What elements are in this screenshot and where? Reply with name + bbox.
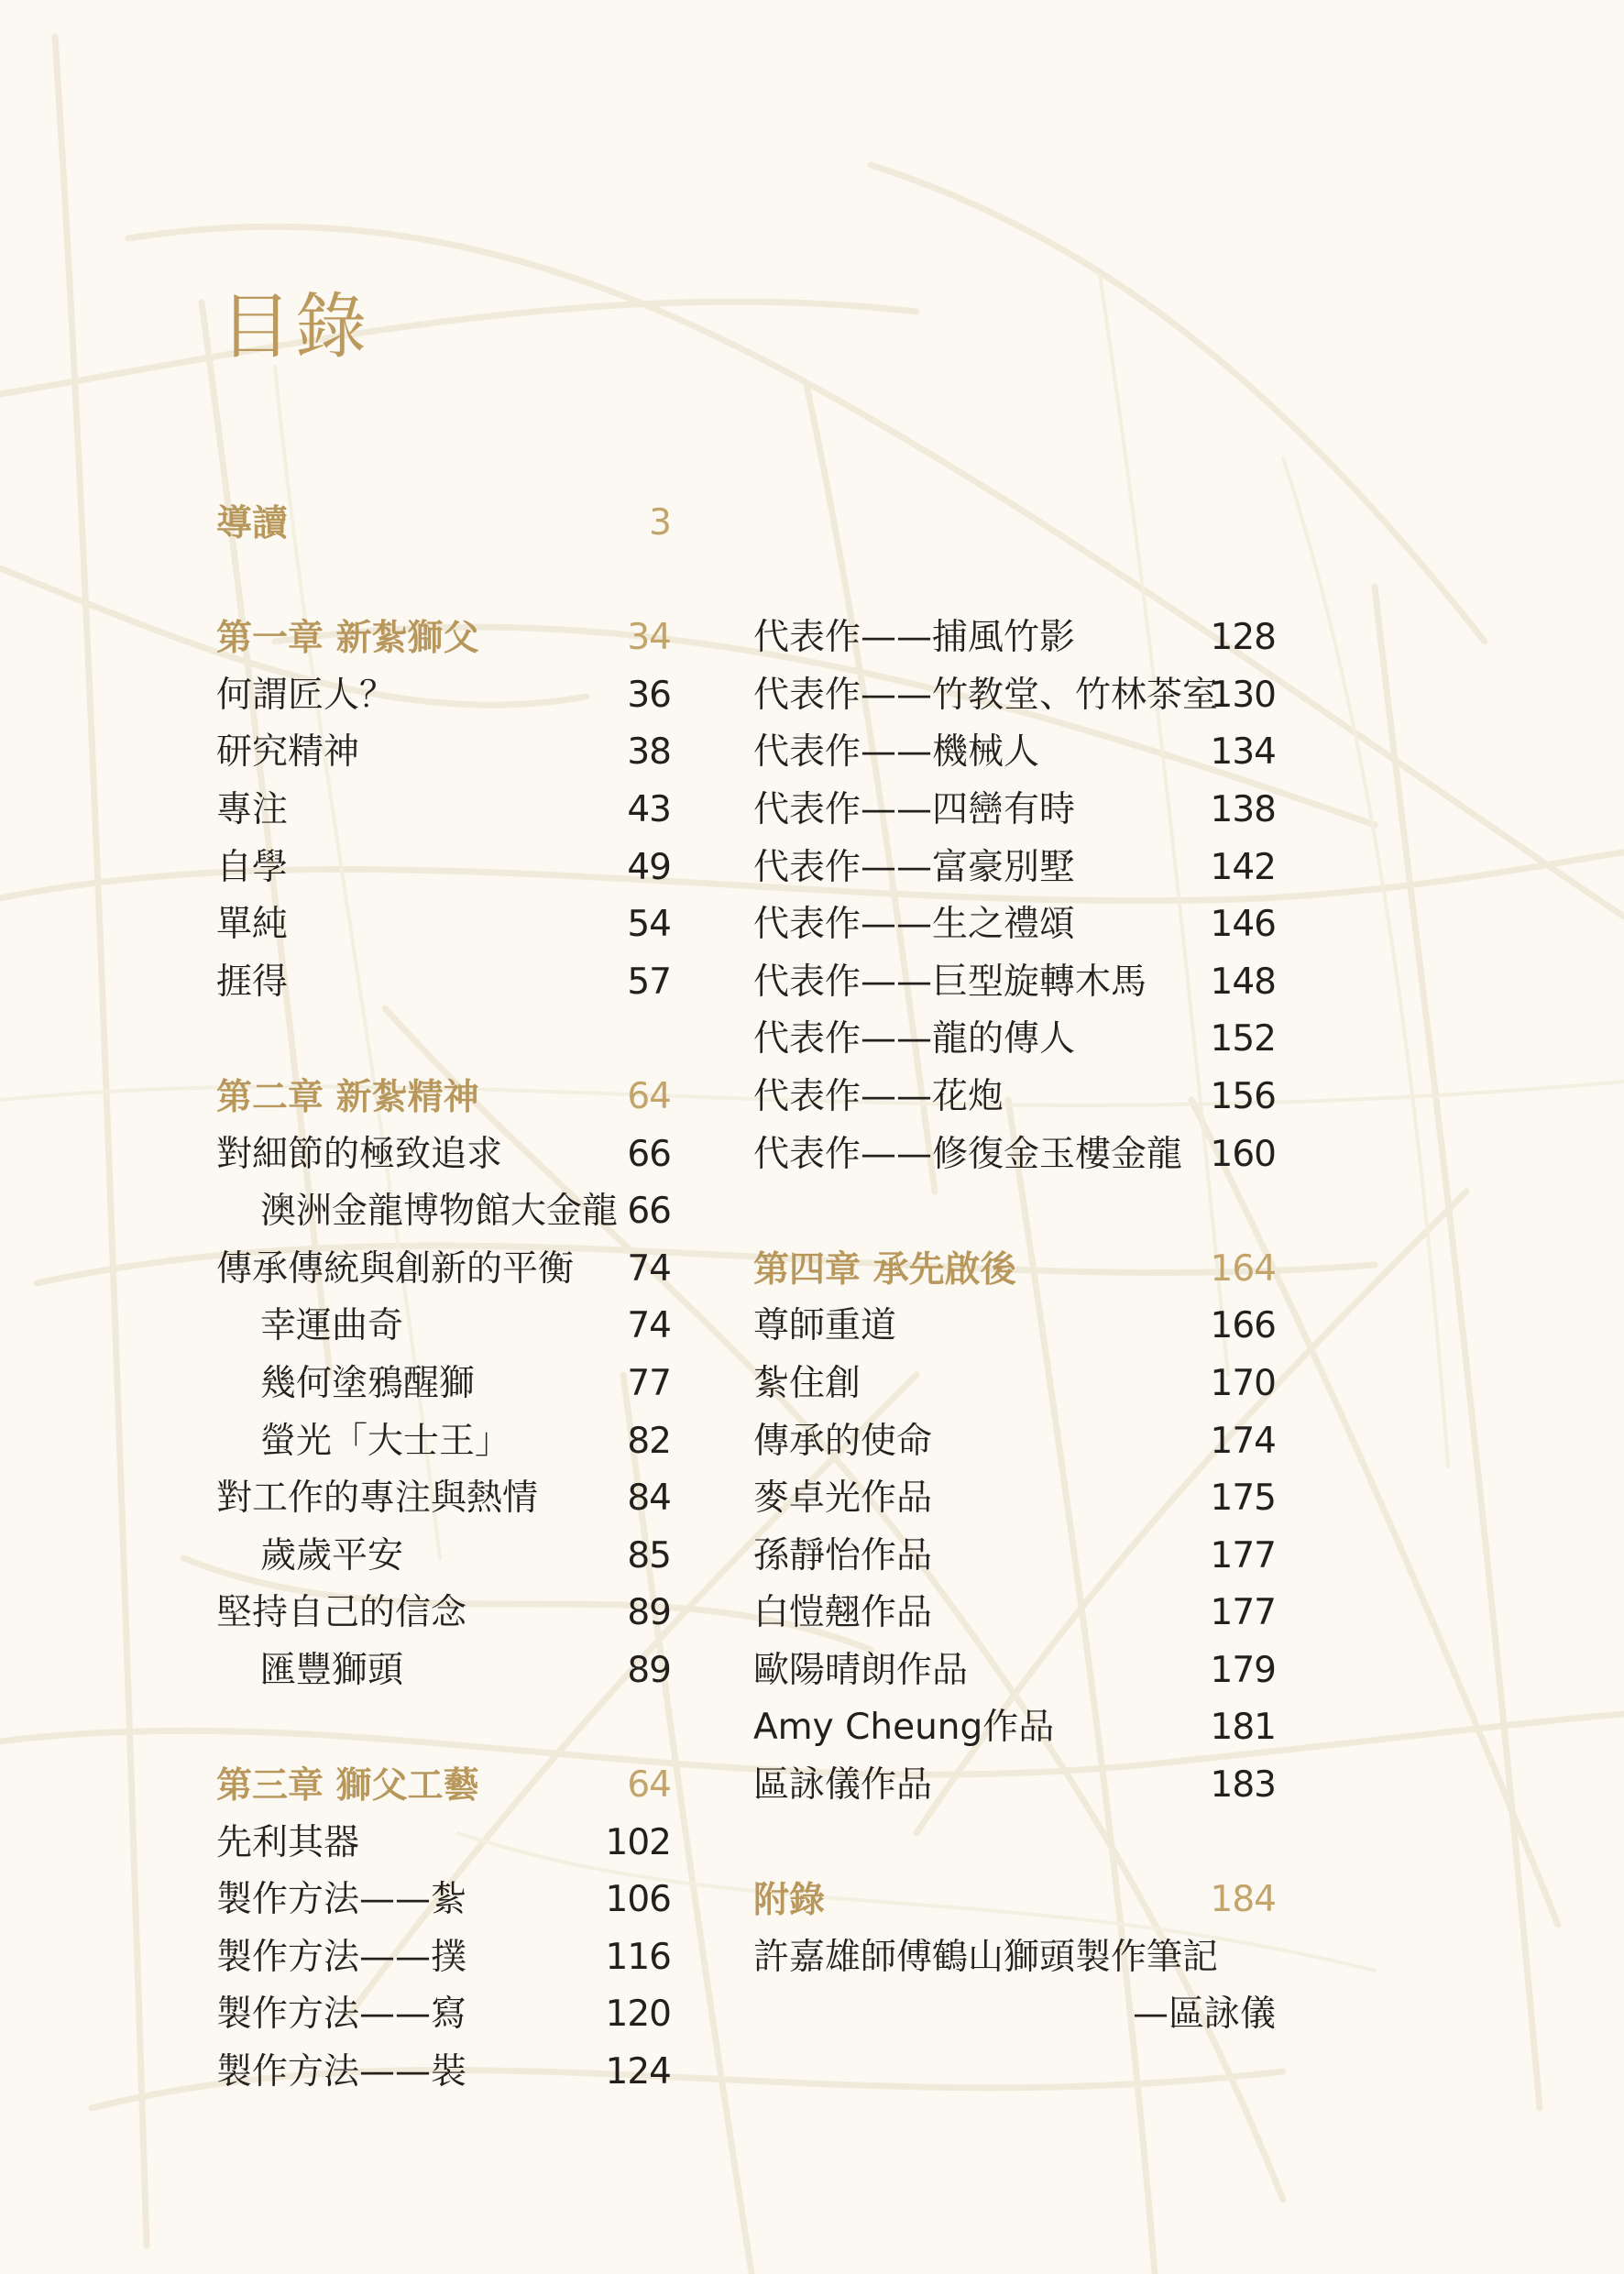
toc-entry-title: 自學 bbox=[216, 846, 289, 888]
toc-page-number: 38 bbox=[627, 731, 671, 774]
toc-entry-title: 許嘉雄師傅鶴山獅頭製作筆記 bbox=[753, 1936, 1219, 1978]
toc-left-column bbox=[216, 495, 671, 2102]
toc-entry-title: 傳承傳統與創新的平衡 bbox=[216, 1247, 575, 1290]
toc-page-number: 57 bbox=[627, 961, 671, 1003]
toc-entry-title: 捱得 bbox=[216, 961, 289, 1003]
toc-entry-title: 代表作——修復金玉樓金龍 bbox=[753, 1133, 1183, 1175]
toc-page-number: 106 bbox=[605, 1879, 671, 1921]
toc-entry-title: 第二章 新紮精神 bbox=[216, 1075, 479, 1118]
toc-entry[interactable] bbox=[753, 1585, 1276, 1642]
toc-page-number: 134 bbox=[1210, 731, 1276, 774]
toc-entry[interactable] bbox=[753, 1929, 1276, 1987]
toc-entry-title: 先利其器 bbox=[216, 1821, 360, 1863]
toc-entry[interactable] bbox=[753, 610, 1276, 667]
toc-entry[interactable] bbox=[216, 954, 671, 1012]
toc-entry[interactable] bbox=[753, 1069, 1276, 1126]
toc-entry[interactable] bbox=[753, 1298, 1276, 1356]
toc-section-heading[interactable] bbox=[216, 495, 671, 553]
toc-entry-title: 代表作——四巒有時 bbox=[753, 788, 1076, 830]
toc-page-number: 146 bbox=[1210, 904, 1276, 946]
toc-page-number: 142 bbox=[1210, 846, 1276, 888]
toc-page-number: 170 bbox=[1210, 1362, 1276, 1404]
toc-entry-title: 導讀 bbox=[216, 502, 289, 544]
toc-entry-title: 第四章 承先啟後 bbox=[753, 1247, 1016, 1291]
toc-entry[interactable] bbox=[216, 1183, 671, 1241]
toc-entry[interactable] bbox=[216, 840, 671, 897]
toc-section-heading[interactable] bbox=[216, 610, 671, 667]
toc-entry-title: 製作方法——紮 bbox=[216, 1879, 467, 1921]
toc-page-number: 85 bbox=[627, 1534, 671, 1576]
toc-entry-title: 傳承的使命 bbox=[753, 1420, 933, 1462]
page-title: 目錄 bbox=[220, 286, 371, 368]
toc-page-number: 138 bbox=[1210, 788, 1276, 830]
toc-entry-title: 對工作的專注與熱情 bbox=[216, 1478, 539, 1520]
toc-entry[interactable] bbox=[216, 1126, 671, 1184]
toc-entry[interactable] bbox=[216, 1929, 671, 1987]
toc-page-number: 49 bbox=[627, 846, 671, 888]
toc-page-number: 54 bbox=[627, 904, 671, 946]
toc-page-number: 102 bbox=[605, 1821, 671, 1863]
toc-entry[interactable] bbox=[216, 1815, 671, 1873]
toc-entry-title: 研究精神 bbox=[216, 731, 360, 774]
toc-entry-title: 第三章 獅父工藝 bbox=[216, 1764, 479, 1807]
toc-entry-title: 代表作——生之禮頌 bbox=[753, 904, 1076, 946]
toc-page-number: 64 bbox=[627, 1075, 671, 1117]
toc-entry[interactable] bbox=[753, 896, 1276, 954]
toc-spacer bbox=[753, 553, 1276, 610]
toc-entry[interactable] bbox=[216, 724, 671, 782]
toc-entry[interactable] bbox=[753, 1011, 1276, 1069]
toc-entry-title: 匯豐獅頭 bbox=[260, 1649, 404, 1691]
toc-entry-title: 幾何塗鴉醒獅 bbox=[260, 1362, 476, 1404]
toc-spacer bbox=[216, 1011, 671, 1069]
toc-page-number: 3 bbox=[649, 502, 671, 544]
toc-page-number: 120 bbox=[605, 1994, 671, 2036]
toc-entry[interactable] bbox=[753, 1986, 1276, 2044]
toc-entry[interactable] bbox=[216, 1986, 671, 2044]
toc-entry-title: 歲歲平安 bbox=[260, 1534, 404, 1576]
toc-entry[interactable] bbox=[753, 1757, 1276, 1815]
toc-entry-title: 澳洲金龍博物館大金龍 bbox=[260, 1191, 619, 1233]
toc-page-number: 184 bbox=[1210, 1879, 1276, 1921]
toc-spacer bbox=[753, 495, 1276, 553]
toc-entry-title: 紮住創 bbox=[753, 1362, 861, 1404]
toc-entry-title: 單純 bbox=[216, 904, 289, 946]
toc-entry-title: 製作方法——裝 bbox=[216, 2051, 467, 2093]
toc-entry-title: Amy Cheung作品 bbox=[753, 1707, 1055, 1749]
toc-page-number: 152 bbox=[1210, 1018, 1276, 1060]
toc-entry-title: 區詠儀作品 bbox=[753, 1764, 933, 1807]
toc-section-heading[interactable] bbox=[216, 1757, 671, 1815]
toc-page-number: 130 bbox=[1210, 674, 1276, 716]
toc-page-number: 84 bbox=[627, 1478, 671, 1520]
toc-entry[interactable] bbox=[216, 782, 671, 840]
toc-entry[interactable] bbox=[216, 1298, 671, 1356]
toc-page-number: 82 bbox=[627, 1420, 671, 1462]
toc-entry-title: 製作方法——寫 bbox=[216, 1994, 467, 2036]
toc-page-number: 174 bbox=[1210, 1420, 1276, 1462]
toc-spacer bbox=[753, 1815, 1276, 1873]
toc-entry-title: 第一章 新紮獅父 bbox=[216, 617, 479, 660]
toc-entry-title: 代表作——富豪別墅 bbox=[753, 846, 1076, 888]
toc-page-number: 34 bbox=[627, 617, 671, 659]
toc-page-number: 89 bbox=[627, 1592, 671, 1634]
toc-page-number: 175 bbox=[1210, 1478, 1276, 1520]
toc-entry-title: 代表作——龍的傳人 bbox=[753, 1018, 1076, 1060]
toc-page-number: 64 bbox=[627, 1764, 671, 1807]
toc-entry-title: 堅持自己的信念 bbox=[216, 1592, 467, 1634]
toc-entry[interactable] bbox=[216, 1470, 671, 1528]
toc-page-number: 128 bbox=[1210, 617, 1276, 659]
toc-page-number: 148 bbox=[1210, 961, 1276, 1003]
toc-page-number: 116 bbox=[605, 1936, 671, 1978]
toc-entry-title: 代表作——花炮 bbox=[753, 1075, 1004, 1117]
toc-page-number: 160 bbox=[1210, 1133, 1276, 1175]
toc-entry[interactable] bbox=[753, 1470, 1276, 1528]
toc-page-number: 77 bbox=[627, 1362, 671, 1404]
toc-entry[interactable] bbox=[216, 1872, 671, 1929]
toc-page-number: 181 bbox=[1210, 1707, 1276, 1749]
toc-entry-title: 對細節的極致追求 bbox=[216, 1133, 503, 1175]
toc-entry[interactable] bbox=[216, 1356, 671, 1413]
toc-entry-title: 幸運曲奇 bbox=[260, 1305, 404, 1347]
toc-entry[interactable] bbox=[753, 1642, 1276, 1700]
toc-entry[interactable] bbox=[753, 724, 1276, 782]
toc-entry-title: 歐陽晴朗作品 bbox=[753, 1649, 969, 1691]
toc-entry-title: 專注 bbox=[216, 788, 289, 830]
toc-entry-title: 尊師重道 bbox=[753, 1305, 897, 1347]
toc-page-number: 179 bbox=[1210, 1649, 1276, 1691]
toc-page-number: 89 bbox=[627, 1649, 671, 1691]
toc-page-number: 74 bbox=[627, 1247, 671, 1290]
toc-entry-title: —區詠儀 bbox=[1132, 1994, 1276, 2036]
toc-page-number: 183 bbox=[1210, 1764, 1276, 1807]
toc-page-number: 74 bbox=[627, 1305, 671, 1347]
toc-entry-title: 代表作——竹教堂、竹林茶室 bbox=[753, 674, 1219, 716]
toc-page-number: 166 bbox=[1210, 1305, 1276, 1347]
toc-entry-title: 何謂匠人？ bbox=[216, 674, 396, 716]
toc-page-number: 177 bbox=[1210, 1592, 1276, 1634]
toc-page-number: 66 bbox=[627, 1191, 671, 1233]
toc-entry-title: 螢光「大士王」 bbox=[260, 1420, 511, 1462]
toc-entry[interactable] bbox=[216, 896, 671, 954]
toc-page-number: 164 bbox=[1210, 1247, 1276, 1290]
toc-spacer bbox=[216, 553, 671, 610]
toc-entry[interactable] bbox=[753, 1126, 1276, 1184]
toc-right-column bbox=[753, 495, 1276, 2044]
toc-page-number: 124 bbox=[605, 2051, 671, 2093]
toc-entry-title: 代表作——巨型旋轉木馬 bbox=[753, 961, 1147, 1003]
toc-entry[interactable] bbox=[216, 667, 671, 725]
toc-entry[interactable] bbox=[753, 1413, 1276, 1471]
toc-page-number: 43 bbox=[627, 788, 671, 830]
toc-spacer bbox=[753, 1183, 1276, 1241]
toc-page-number: 156 bbox=[1210, 1075, 1276, 1117]
toc-entry[interactable] bbox=[753, 667, 1276, 725]
toc-entry[interactable] bbox=[216, 1413, 671, 1471]
toc-entry-title: 製作方法——撲 bbox=[216, 1936, 467, 1978]
toc-section-heading[interactable] bbox=[753, 1241, 1276, 1299]
toc-entry[interactable] bbox=[216, 1642, 671, 1700]
toc-section-heading[interactable] bbox=[753, 1872, 1276, 1929]
toc-entry[interactable] bbox=[216, 1241, 671, 1299]
toc-entry-title: 孫靜怡作品 bbox=[753, 1534, 933, 1576]
toc-page-number: 66 bbox=[627, 1133, 671, 1175]
toc-page-number: 36 bbox=[627, 674, 671, 716]
toc-entry[interactable] bbox=[216, 1528, 671, 1586]
toc-entry-title: 白愷翹作品 bbox=[753, 1592, 933, 1634]
toc-entry[interactable] bbox=[753, 1356, 1276, 1413]
toc-entry[interactable] bbox=[216, 1585, 671, 1642]
toc-page-number: 177 bbox=[1210, 1534, 1276, 1576]
toc-entry[interactable] bbox=[753, 840, 1276, 897]
toc-entry[interactable] bbox=[216, 2044, 671, 2102]
toc-entry-title: 代表作——捕風竹影 bbox=[753, 617, 1076, 659]
toc-entry-title: 附錄 bbox=[753, 1879, 826, 1922]
toc-entry-title: 麥卓光作品 bbox=[753, 1478, 933, 1520]
toc-entry-title: 代表作——機械人 bbox=[753, 731, 1040, 774]
toc-entry[interactable] bbox=[753, 954, 1276, 1012]
toc-entry[interactable] bbox=[753, 782, 1276, 840]
toc-section-heading[interactable] bbox=[216, 1069, 671, 1126]
toc-spacer bbox=[216, 1699, 671, 1757]
toc-entry[interactable] bbox=[753, 1528, 1276, 1586]
toc-entry[interactable] bbox=[753, 1699, 1276, 1757]
